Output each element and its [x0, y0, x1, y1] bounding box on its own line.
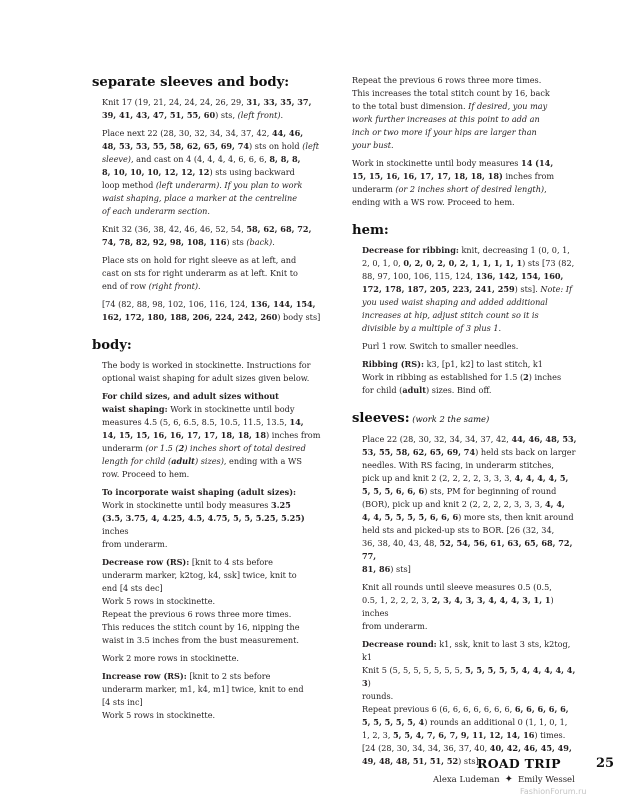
- separate-p5: [74 (82, 88, 98, 102, 106, 116, 124, 136, 144, 154, 162, 172, 180, 188, 206, 224, 242, 260) body sts]: [102, 299, 321, 322]
- sleeves-p1: Place 22 (28, 30, 32, 34, 34, 37, 42, 44, 46, 48, 53, 53, 55, 58, 62, 65, 69, 74) held sts back on larger needles. With RS facing, in underarm stitches, pick up and knit 2 (2, 2, 2, 2, 3, 3, 3, 4, 4, 4, 4, 5, 5, 5, 5, 6, 6, 6) sts, PM for beginning of round (BOR), pick up and knit 2 (2, 2, 2, 2, 3, 3, 3, 4, 4, 4, 4, 5, 5, 5, 5, 6, 6, 6) more sts, then knit around held sts and picked-up sts to BOR. [26 (32, 34, 36, 38, 40, 43, 48, 52, 54, 56, 61, 63, 65, 68, 72, 77, 81, 86) sts]: [362, 434, 577, 574]
- author-2: Emily Wessel: [518, 775, 575, 785]
- author-1: Alexa Ludeman: [433, 775, 500, 785]
- hem-p3: Ribbing (RS): k3, [p1, k2] to last stitch, k1 Work in ribbing as established for 1.5 (2) inches for child (adult) sizes. Bind off.: [362, 359, 562, 395]
- left-column: [92, 74, 324, 727]
- separate-p1: Knit 17 (19, 21, 24, 24, 24, 26, 29, 31, 33, 35, 37, 39, 41, 43, 47, 51, 55, 60) sts, (left front).: [102, 97, 312, 120]
- authors-line: [433, 775, 575, 785]
- sleeves-p3: Decrease round: k1, ssk, knit to last 3 sts, k2tog, k1 Knit 5 (5, 5, 5, 5, 5, 5, 5, 5, 5, 5, 5, 5, 4, 4, 4, 4, 4, 3) rounds. Repeat previous 6 (6, 6, 6, 6, 6, 6, 6, 6, 6, 6, 6, 6, 5, 5, 5, 5, 5, 4) rounds an additional 0 (1, 1, 0, 1, 1, 2, 3, 5, 5, 4, 7, 6, 7, 9, 11, 12, 14, 16) times. [24 (28, 30, 34, 34, 36, 37, 40, 40, 42, 46, 45, 49, 49, 48, 48, 51, 51, 52) sts]: [362, 639, 576, 766]
- footer-title: ROAD TRIP: [477, 756, 561, 771]
- hem-heading: hem:: [352, 223, 389, 238]
- separate-heading: separate sleeves and body:: [92, 75, 290, 90]
- body-p3: To incorporate waist shaping (adult sizes): Work in stockinette until body measures 3.25 (3.5, 3.75, 4, 4.25, 4.5, 4.75, 5, 5, 5.25, 5.25) inches from underarm.: [102, 487, 305, 549]
- hem-p2: Purl 1 row. Switch to smaller needles.: [362, 341, 519, 351]
- body-p6: Increase row (RS): [knit to 2 sts before underarm marker, m1, k4, m1] twice, knit to end [4 sts inc] Work 5 rows in stockinette.: [102, 671, 304, 720]
- body-p4: Decrease row (RS): [knit to 4 sts before underarm marker, k2tog, k4, ssk] twice, knit to end [4 sts dec] Work 5 rows in stockinette. Repeat the previous 6 rows three more times. This reduces the stitch count by 16, nipping the waist in 3.5 inches from the bust measurement.: [102, 557, 300, 645]
- body-continued-p2: Work in stockinette until body measures 14 (14, 15, 15, 16, 16, 17, 17, 18, 18, 18) inches from underarm (or 2 inches short of desired length), ending with a WS row. Proceed to hem.: [352, 158, 555, 207]
- hem-p1: Decrease for ribbing: knit, decreasing 1 (0, 0, 1, 2, 0, 1, 0, 0, 2, 0, 2, 0, 2, 1, 1, 1, 1, 1) sts [73 (82, 88, 97, 100, 106, 115, 124, 136, 142, 154, 160, 172, 178, 187, 205, 223, 241, 259) sts]. Note: If you used waist shaping and added additional increases at hip, adjust stitch count so it is divisible by a multiple of 3 plus 1.: [362, 245, 575, 333]
- sleeves-heading: sleeves: (work 2 the same): [352, 411, 490, 426]
- body-p5: Work 2 more rows in stockinette.: [102, 653, 239, 663]
- separate-p2: Place next 22 (28, 30, 32, 34, 34, 37, 42, 44, 46, 48, 53, 53, 55, 58, 62, 65, 69, 74) sts on hold (left sleeve), and cast on 4 (4, 4, 4, 4, 6, 6, 6, 8, 8, 8, 8, 10, 10, 10, 12, 12, 12) sts using backward loop method (left underarm). If you plan to work waist shaping, place a marker at the centreline of each underarm section.: [102, 128, 320, 216]
- separate-p4: Place sts on hold for right sleeve as at left, and cast on sts for right underarm as at left. Knit to end of row (right front).: [102, 255, 298, 291]
- separate-p3: Knit 32 (36, 38, 42, 46, 46, 52, 54, 58, 62, 68, 72, 74, 78, 82, 92, 98, 108, 116) sts (back).: [102, 224, 312, 247]
- page-number: 25: [596, 756, 615, 771]
- sleeves-heading-note: (work 2 the same): [409, 414, 490, 424]
- sleeves-p2: Knit all rounds until sleeve measures 0.5 (0.5, 0.5, 1, 2, 2, 2, 3, 2, 3, 4, 3, 3, 4, 4, 4, 3, 1, 1) inches from underarm.: [362, 582, 554, 631]
- body-p1: The body is worked in stockinette. Instructions for optional waist shaping for adult sizes given below.: [102, 360, 311, 383]
- star-separator-icon: ✦: [504, 774, 514, 785]
- body-continued-p1: Repeat the previous 6 rows three more times. This increases the total stitch count by 16, back to the total bust dimension. If desired, you may work further increases at this point to add an inch or two more if your hips are larger than your bust.: [352, 75, 550, 150]
- watermark: FashionForum.ru: [520, 787, 587, 796]
- body-heading: body:: [92, 338, 132, 353]
- right-column: [352, 74, 582, 773]
- body-p2: For child sizes, and adult sizes without waist shaping: Work in stockinette until body measures 4.5 (5, 6, 6.5, 8.5, 10.5, 11.5, 13.5, 14, 14, 15, 15, 16, 16, 17, 17, 18, 18, 18) inches from underarm (or 1.5 (2) inches short of total desired length for child (adult) sizes), ending with a WS row. Proceed to hem.: [102, 391, 321, 479]
